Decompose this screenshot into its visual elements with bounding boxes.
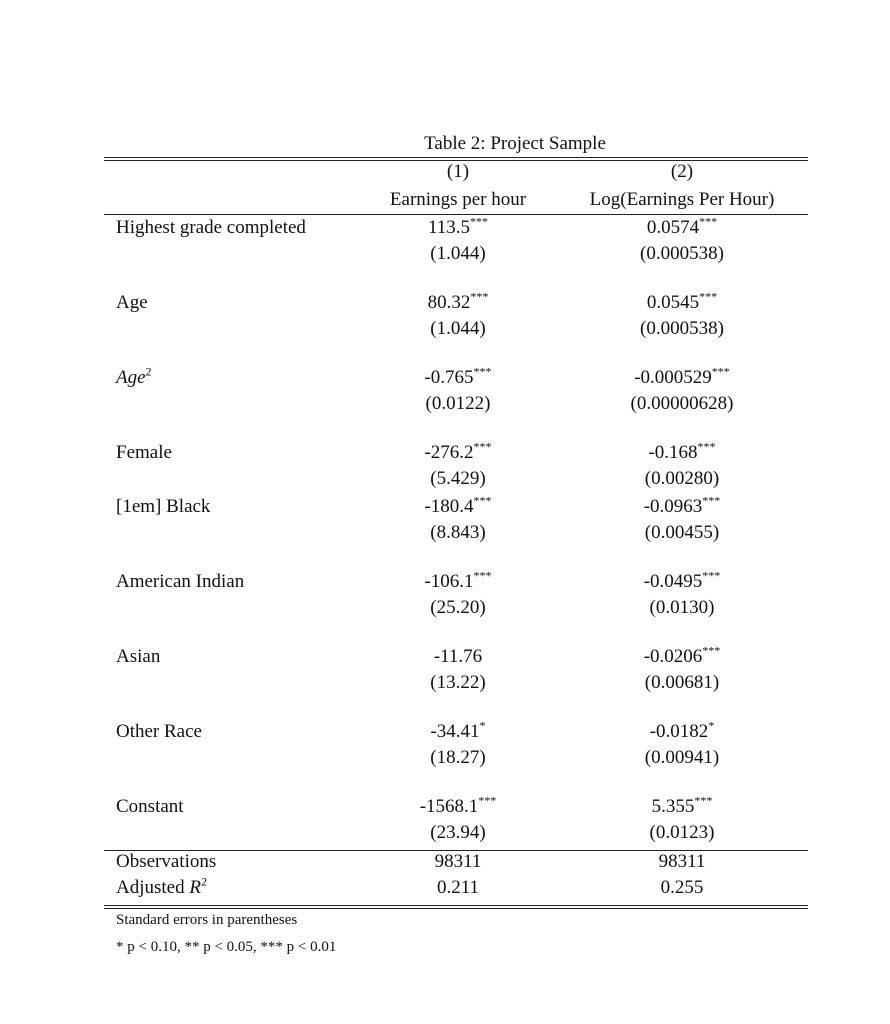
standard-error-c2: (0.000538) (640, 318, 724, 339)
row-label-text: Age (116, 367, 146, 388)
column-number-2: (2) (670, 161, 694, 182)
significance-stars: *** (470, 289, 489, 304)
significance-stars: *** (478, 793, 497, 808)
top-rule (104, 157, 808, 158)
row-label (116, 720, 202, 744)
coefficient-c1 (358, 366, 558, 390)
coefficient-c1 (358, 216, 558, 240)
row-label-superscript: 2 (145, 364, 152, 379)
row-label-text: American Indian (116, 571, 245, 592)
row-label (116, 495, 210, 519)
coefficient-c1 (358, 291, 558, 315)
significance-stars: *** (702, 643, 721, 658)
coefficient-value: -106.1 (424, 571, 474, 592)
significance-stars: *** (699, 214, 718, 229)
stat-label-math: R (189, 877, 201, 898)
note-significance: * p < 0.10, ** p < 0.05, *** p < 0.01 (116, 939, 337, 955)
stat-label-text: Adjusted (116, 877, 190, 898)
coefficient-value: -0.765 (424, 367, 474, 388)
standard-error-c2: (0.0130) (649, 597, 715, 618)
standard-error-c1: (1.044) (430, 318, 486, 339)
row-label (116, 366, 152, 390)
significance-stars: *** (699, 289, 718, 304)
row-label-text: Constant (116, 796, 184, 817)
coefficient-value: -0.0206 (643, 646, 703, 667)
coefficient-value: -276.2 (424, 442, 474, 463)
standard-error-c1: (8.843) (430, 522, 486, 543)
stat-value-c1: 98311 (434, 851, 482, 872)
coefficient-value: -180.4 (424, 496, 474, 517)
column-header-2: Log(Earnings Per Hour) (589, 189, 775, 210)
standard-error-c2: (0.00455) (644, 522, 720, 543)
stat-value-c1: 0.211 (436, 877, 480, 898)
significance-stars: *** (473, 364, 492, 379)
stat-value-c2: 0.255 (660, 877, 704, 898)
coefficient-value: 0.0545 (646, 292, 700, 313)
coefficient-c2 (572, 366, 792, 390)
coefficient-c1 (358, 720, 558, 744)
coefficient-value: -0.0495 (643, 571, 703, 592)
significance-stars: *** (702, 568, 721, 583)
coefficient-c2 (572, 495, 792, 519)
bottom-rule (104, 905, 808, 906)
coefficient-c2 (572, 291, 792, 315)
coefficient-c1 (358, 441, 558, 465)
note-standard-errors: Standard errors in parentheses (116, 912, 298, 928)
significance-stars: *** (694, 793, 713, 808)
significance-stars: *** (702, 493, 721, 508)
standard-error-c1: (0.0122) (425, 393, 491, 414)
coefficient-value: -11.76 (433, 646, 483, 667)
row-label-text: Female (116, 442, 172, 463)
coefficient-value: -0.0963 (643, 496, 703, 517)
standard-error-c1: (5.429) (430, 468, 486, 489)
significance-stars: *** (473, 493, 492, 508)
coefficient-value: 0.0574 (646, 217, 700, 238)
coefficient-c1 (358, 645, 558, 669)
stats-rule (104, 850, 808, 851)
row-label (116, 291, 148, 315)
stat-label (116, 876, 207, 900)
row-label-text: [1em] Black (116, 496, 211, 517)
row-label-text: Asian (116, 646, 161, 667)
coefficient-c1 (358, 795, 558, 819)
coefficient-c2 (572, 570, 792, 594)
coefficient-value: -0.000529 (634, 367, 712, 388)
stat-label-text: Observations (116, 851, 217, 872)
table-title: Table 2: Project Sample (424, 133, 606, 154)
coefficient-c2 (572, 795, 792, 819)
row-label-text: Age (116, 292, 148, 313)
standard-error-c1: (25.20) (430, 597, 486, 618)
standard-error-c1: (13.22) (430, 672, 486, 693)
significance-stars: *** (697, 439, 716, 454)
stat-label (116, 850, 216, 874)
row-label-text: Highest grade completed (116, 217, 306, 238)
column-header-1: Earnings per hour (389, 189, 527, 210)
standard-error-c1: (18.27) (430, 747, 486, 768)
bottom-rule-inner (104, 908, 808, 909)
coefficient-c2 (572, 645, 792, 669)
coefficient-value: 80.32 (427, 292, 471, 313)
coefficient-value: -34.41 (430, 721, 480, 742)
standard-error-c2: (0.000538) (640, 243, 724, 264)
standard-error-c2: (0.00681) (644, 672, 720, 693)
coefficient-value: 5.355 (651, 796, 695, 817)
coefficient-c2 (572, 216, 792, 240)
standard-error-c1: (1.044) (430, 243, 486, 264)
significance-stars: *** (470, 214, 489, 229)
coefficient-c2 (572, 441, 792, 465)
coefficient-c2 (572, 720, 792, 744)
coefficient-c1 (358, 570, 558, 594)
column-number-1: (1) (446, 161, 470, 182)
significance-stars: *** (473, 439, 492, 454)
stat-value-c2: 98311 (658, 851, 706, 872)
stat-label-superscript: 2 (200, 874, 207, 889)
row-label (116, 795, 184, 819)
significance-stars: *** (473, 568, 492, 583)
coefficient-value: -1568.1 (419, 796, 479, 817)
standard-error-c2: (0.00000628) (630, 393, 734, 414)
row-label (116, 441, 172, 465)
standard-error-c1: (23.94) (430, 822, 486, 843)
row-label (116, 570, 244, 594)
row-label (116, 216, 306, 240)
coefficient-value: -0.168 (648, 442, 698, 463)
standard-error-c2: (0.00280) (644, 468, 720, 489)
significance-stars: * (708, 718, 715, 733)
row-label (116, 645, 160, 669)
significance-stars: * (479, 718, 486, 733)
coefficient-c1 (358, 495, 558, 519)
standard-error-c2: (0.0123) (649, 822, 715, 843)
standard-error-c2: (0.00941) (644, 747, 720, 768)
row-label-text: Other Race (116, 721, 202, 742)
coefficient-value: 113.5 (427, 217, 471, 238)
significance-stars: *** (711, 364, 730, 379)
coefficient-value: -0.0182 (649, 721, 709, 742)
